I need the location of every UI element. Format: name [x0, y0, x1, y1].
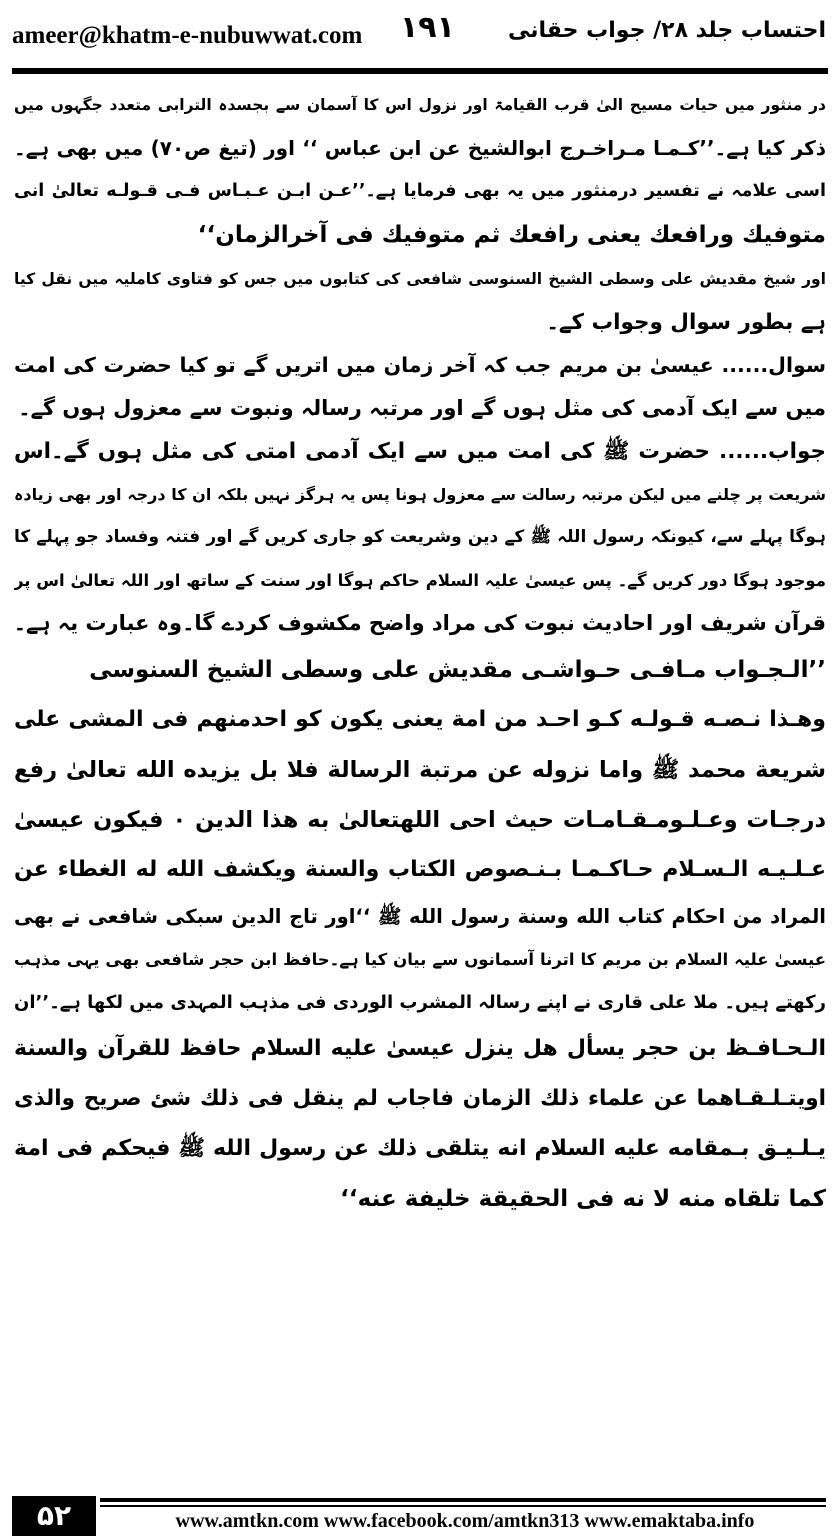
- header-rule: [12, 68, 828, 74]
- text-line-15: وهـذا نـصـه قـولـه كـو احـد من امة يعنى يكون كو احدمنهم فى المشى على: [14, 707, 826, 732]
- header-email: ameer@khatm-e-nubuwwat.com: [12, 22, 363, 49]
- text-line-1: در منثور میں حیات مسیح الیٰ قرب القیامۃ اور نزول اس کا آسمان سے بجسدہ الترابی متعدد جگہوں میں: [14, 96, 826, 114]
- text-line-8: میں سے ایک آدمی کی مثل ہوں گے اور مرتبہ رسالہ ونبوت سے معزول ہوں گے۔: [18, 396, 826, 420]
- text-line-16: شريعة محمد ﷺ واما نزوله عن مرتبة الرسالة فلا بل يزيده الله تعالىٰ رفع: [14, 757, 826, 783]
- text-line-5: اور شیخ مقدیش علی وسطی الشیخ السنوسی شافعی کی کتابوں میں جس کو فتاوی کاملیہ میں نقل کیا: [14, 270, 826, 288]
- text-line-3: اسی علامہ نے تفسیر درمنثور میں یہ بھی فرمایا ہے۔’’عـن ابـن عـبـاس فـی قـولـه تعالیٰ انی: [14, 181, 826, 201]
- header-book-title: احتساب جلد ۲۸/ جواب حقانی: [508, 18, 826, 43]
- text-line-14: ’’الـجـواب مـافـی حـواشـی مقدیش علی وسطی الشیخ السنوسی: [89, 657, 826, 683]
- footer-rule-thin: [100, 1505, 826, 1507]
- text-line-18: عـلـيـه الـسـلام حـاكـمـا بـنـصوص الكتاب والسنة ويكشف الله له الغطاء عن: [14, 857, 826, 882]
- text-line-21: رکھتے ہیں۔ ملا علی قاری نے اپنے رسالہ المشرب الوردی فی مذہب المہدی میں لکھا ہے۔’’ان: [14, 992, 826, 1013]
- text-line-13: قرآن شریف اور احادیث نبوت کی مراد واضح مکشوف کردے گا۔وہ عبارت یہ ہے۔: [14, 611, 826, 635]
- text-line-20: عیسیٰ علیہ السلام بن مریم کا اترنا آسمانوں سے بیان کیا ہے۔حافظ ابن حجر شافعی بھی یہی مذہب: [14, 950, 826, 969]
- text-line-22: الـحـافـظ بن حجر يسأل هل ينزل عيسىٰ عليه السلام حافظ للقرآن والسنة: [14, 1036, 826, 1061]
- text-line-24: يـلـيـق بـمقامه عليه السلام انه يتلقى ذلك عن رسول الله ﷺ فيحكم فى امة: [14, 1136, 826, 1161]
- text-line-11: ہوگا پہلے سے، کیونکہ رسول اللہ ﷺ کے دین وشریعت کو جاری کریں گے اور فتنہ وفساد جو پہلے کا: [14, 527, 826, 547]
- page-footer: [0, 1488, 840, 1540]
- page-header: [0, 0, 840, 78]
- footer-urls: www.amtkn.com www.facebook.com/amtkn313 www.emaktaba.info: [175, 1510, 755, 1532]
- text-line-4: متوفيك ورافعك يعنى رافعك ثم متوفيك فى آخرالزمان‘‘: [197, 222, 826, 248]
- text-line-9: جواب...... حضرت ﷺ کی امت میں سے ایک آدمی امتی کی مثل ہوں گے۔اس: [14, 439, 826, 464]
- text-line-19: المراد من احكام كتاب الله وسنة رسول الله ﷺ ‘‘اور تاج الدین سبکی شافعی نے بھی: [14, 905, 826, 928]
- text-line-2: ذکر کیا ہے۔’’کـمـا مـراخـرج ابوالشیخ عن ابن عباس ‘‘ اور (تیغ ص۷۰) میں بھی ہے۔: [14, 136, 826, 160]
- page-body: [14, 84, 826, 1484]
- footer-page-number: ۵۲: [12, 1496, 96, 1536]
- text-line-10: شریعت پر چلنے میں لیکن مرتبہ رسالت سے معزول ہونا پس یہ ہرگز نہیں بلکہ ان کا درجہ اور بھی زیادہ: [14, 485, 826, 504]
- text-line-6: ہے بطور سوال وجواب کے۔: [546, 310, 826, 335]
- text-line-12: موجود ہوگا دور کریں گے۔ پس عیسیٰ علیہ السلام حاکم ہوگا اور سنت کے ساتھ اور اللہ تعالیٰ اس پر: [14, 571, 826, 590]
- text-line-23: اويتـلـقـاهما عن علماء ذلك الزمان فاجاب لم ينقل فى ذلك شئ صريح والذى: [14, 1086, 826, 1111]
- footer-rule: [100, 1498, 826, 1502]
- text-line-17: درجـات وعـلـومـقـامـات حيث احى اللهتعالىٰ به هذا الدين ٠ فيكون عيسىٰ: [14, 807, 826, 833]
- header-page-number: ۱۹۱: [400, 10, 455, 45]
- text-line-25: كما تلقاه منه لا نه فى الحقيقة خليفة عنه‘‘: [340, 1186, 826, 1212]
- text-line-7: سوال...... عیسیٰ بن مریم جب کہ آخر زمان میں اتریں گے تو کیا حضرت کی امت: [14, 353, 826, 377]
